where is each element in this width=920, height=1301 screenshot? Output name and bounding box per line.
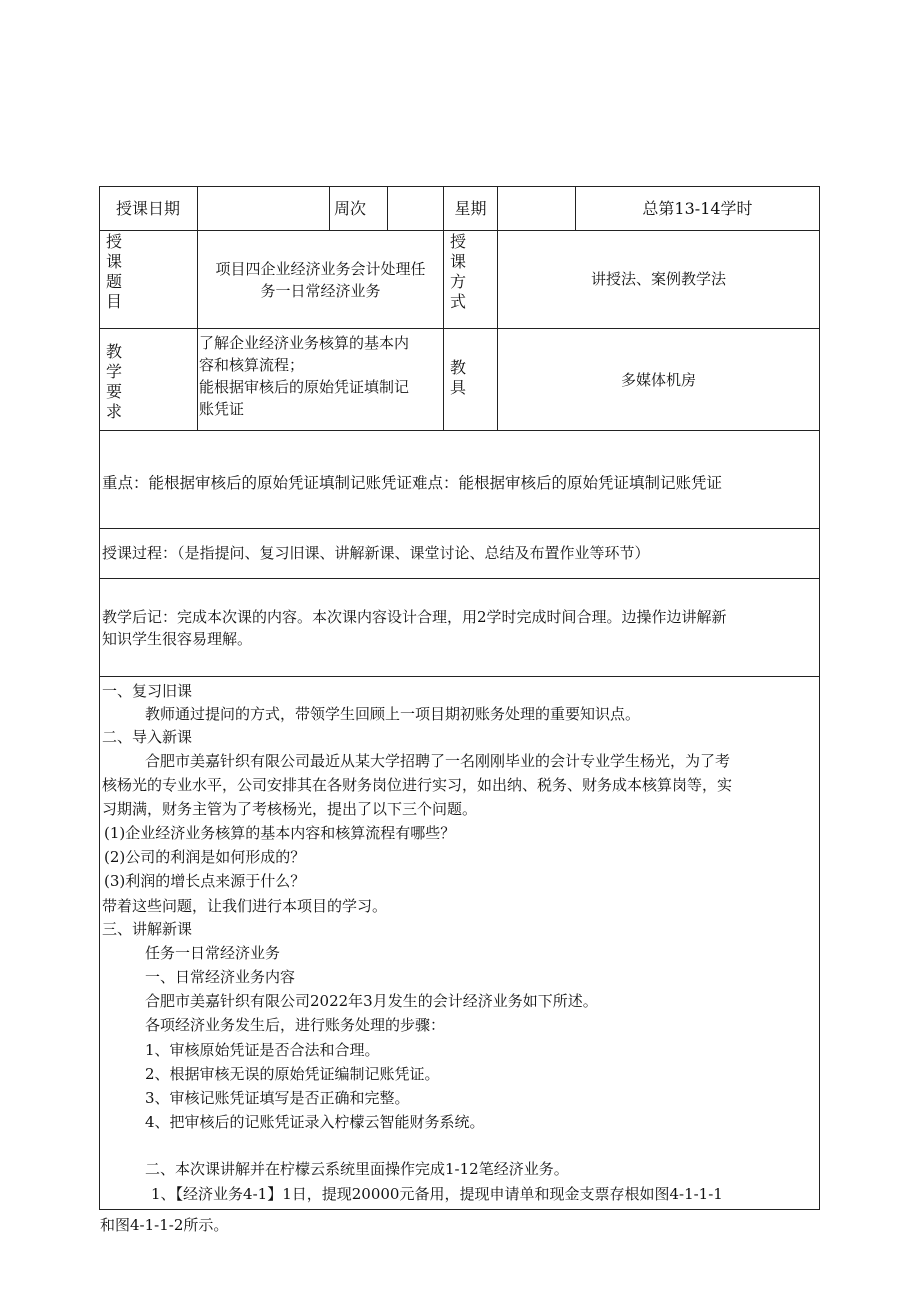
business-item-continued: 和图4-1-1-2所示。 <box>100 1216 229 1234</box>
section-title: 三、讲解新课 <box>102 920 193 938</box>
paragraph: 核杨光的专业水平，公司安排其在各财务岗位进行实习，如出纳、税务、财务成本核算岗等，实 <box>102 776 733 794</box>
teaching-notes-line: 教学后记：完成本次课的内容。本次课内容设计合理，用2学时完成时间合理。边操作边讲解新 <box>102 608 727 626</box>
topic-label-char: 课 <box>105 252 122 271</box>
tools-label-char: 具 <box>449 378 466 397</box>
question: (3)利润的增长点来源于什么？ <box>104 872 306 890</box>
subsection-title: 一、日常经济业务内容 <box>145 968 296 986</box>
date-value[interactable] <box>198 187 329 230</box>
topic-value-line: 务一日常经济业务 <box>260 281 381 300</box>
row-divider <box>99 430 820 431</box>
requirements-label-char: 求 <box>105 402 122 421</box>
method-label-char: 方 <box>449 272 466 291</box>
week-value[interactable] <box>388 187 443 230</box>
step-item: 2、根据审核无误的原始凭证编制记账凭证。 <box>145 1065 440 1083</box>
row-divider <box>99 528 820 529</box>
paragraph: 合肥市美嘉针织有限公司2022年3月发生的会计经济业务如下所述。 <box>145 992 598 1010</box>
topic-label-char: 题 <box>105 272 122 291</box>
requirements-line: 能根据审核后的原始凭证填制记 <box>199 378 410 396</box>
row-divider <box>99 328 820 329</box>
requirements-label-char: 要 <box>105 382 122 401</box>
requirements-line: 容和核算流程； <box>199 356 305 374</box>
teaching-notes-line: 知识学生很容易理解。 <box>102 630 253 648</box>
step-item: 1、审核原始凭证是否合法和合理。 <box>145 1041 380 1059</box>
row-divider <box>99 676 820 677</box>
step-item: 3、审核记账凭证填写是否正确和完整。 <box>145 1089 410 1107</box>
section-title: 二、导入新课 <box>102 728 193 746</box>
method-label-char: 式 <box>449 292 466 311</box>
topic-label-char: 目 <box>105 292 122 311</box>
weekday-value[interactable] <box>498 187 575 230</box>
paragraph: 习期满，财务主管为了考核杨光，提出了以下三个问题。 <box>102 800 478 818</box>
date-label: 授课日期 <box>115 199 180 218</box>
task-title: 任务一日常经济业务 <box>145 944 281 962</box>
topic-label-char: 授 <box>105 232 122 251</box>
business-item: 1、【经济业务4-1】1日，提现20000元备用，提现申请单和现金支票存根如图4-1-1-1 <box>151 1185 723 1203</box>
method-label-char: 授 <box>449 232 466 251</box>
step-item: 4、把审核后的记账凭证录入柠檬云智能财务系统。 <box>145 1113 485 1131</box>
method-label-char: 课 <box>449 252 466 271</box>
subsection-title: 二、本次课讲解并在柠檬云系统里面操作完成1-12笔经济业务。 <box>145 1160 569 1178</box>
topic-label <box>104 232 124 312</box>
requirements-label <box>104 342 124 422</box>
method-value: 讲授法、案例教学法 <box>590 270 726 288</box>
requirements-value <box>199 332 442 420</box>
weekday-label: 星期 <box>454 199 487 218</box>
question: (1)企业经济业务核算的基本内容和核算流程有哪些？ <box>104 824 456 842</box>
teaching-process: 授课过程：（是指提问、复习旧课、讲解新课、课堂讨论、总结及布置作业等环节） <box>102 544 650 562</box>
paragraph: 教师通过提问的方式，带领学生回顾上一项目期初账务处理的重要知识点。 <box>145 705 641 723</box>
requirements-label-char: 教 <box>105 342 122 361</box>
tools-label-char: 教 <box>449 358 466 377</box>
topic-value <box>198 231 443 328</box>
question: (2)公司的利润是如何形成的？ <box>104 848 306 866</box>
method-label <box>448 232 468 312</box>
week-label: 周次 <box>334 199 367 218</box>
tools-value: 多媒体机房 <box>620 371 696 389</box>
total-hours: 总第13-14学时 <box>642 199 753 218</box>
teaching-notes <box>102 606 727 650</box>
paragraph: 各项经济业务发生后，进行账务处理的步骤： <box>145 1016 446 1034</box>
requirements-line: 了解企业经济业务核算的基本内 <box>199 334 410 352</box>
requirements-line: 账凭证 <box>199 400 245 418</box>
paragraph: 合肥市美嘉针织有限公司最近从某大学招聘了一名刚刚毕业的会计专业学生杨光，为了考 <box>145 752 731 770</box>
requirements-label-char: 学 <box>105 362 122 381</box>
topic-value-line: 项目四企业经济业务会计处理任 <box>215 259 426 278</box>
paragraph: 带着这些问题，让我们进行本项目的学习。 <box>102 897 388 915</box>
key-points: 重点：能根据审核后的原始凭证填制记账凭证难点：能根据审核后的原始凭证填制记账凭证 <box>102 474 723 492</box>
tools-label <box>448 358 468 398</box>
section-title: 一、复习旧课 <box>102 682 193 700</box>
row-divider <box>99 578 820 579</box>
